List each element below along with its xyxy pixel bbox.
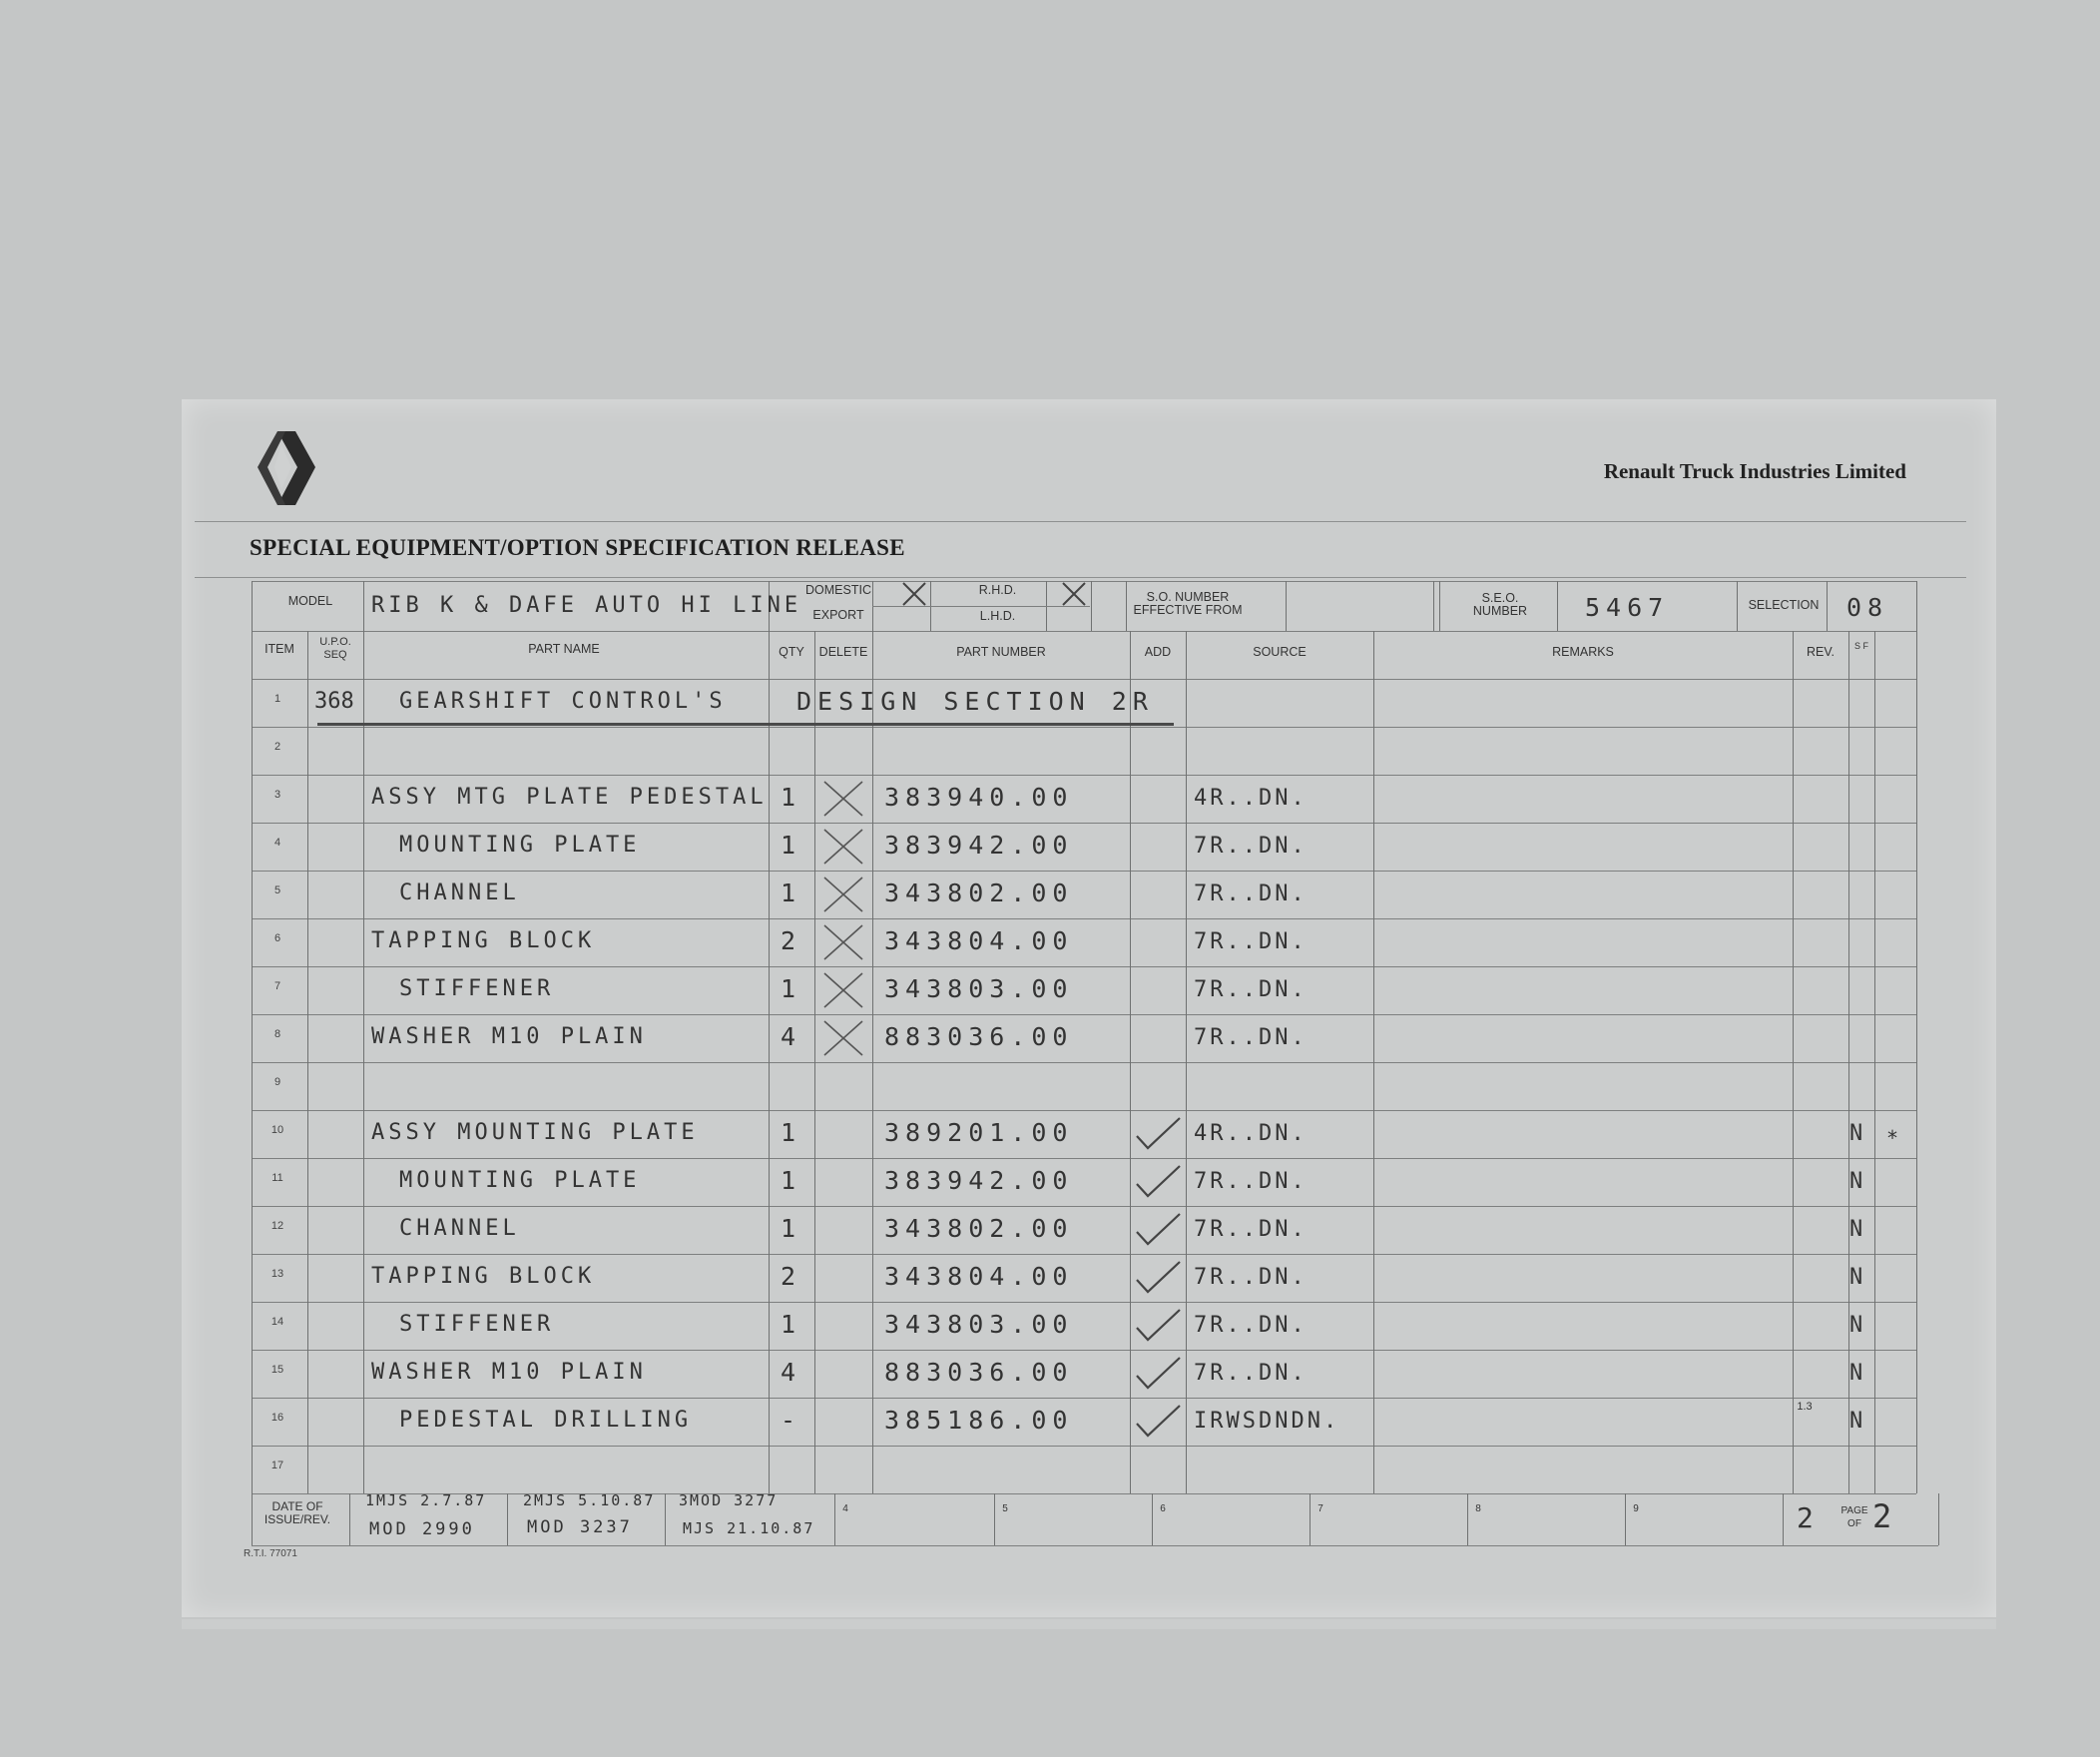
- header-cell-line: [1737, 581, 1738, 631]
- row-part-number: 343802.00: [884, 1214, 1074, 1243]
- form-title: SPECIAL EQUIPMENT/OPTION SPECIFICATION RELEASE: [250, 535, 905, 560]
- row-sf-flag: N: [1849, 1361, 1863, 1386]
- footer-cell-line: [1783, 1493, 1784, 1545]
- row-part-number: 343804.00: [884, 1262, 1074, 1291]
- row-part-number: 343802.00: [884, 878, 1074, 907]
- row-source: 7R..DN.: [1194, 1169, 1308, 1194]
- column-line: [252, 631, 253, 1493]
- issue-slot-5: 5: [1002, 1503, 1008, 1514]
- row-qty: 1: [781, 783, 802, 812]
- col-add: ADD: [1144, 645, 1172, 659]
- row-source: 7R..DN.: [1194, 834, 1308, 859]
- column-line: [1130, 631, 1131, 1493]
- row-qty: 1: [781, 1214, 802, 1243]
- row-part-number: 883036.00: [884, 1022, 1074, 1051]
- row-qty: 4: [781, 1358, 802, 1387]
- col-item: ITEM: [264, 642, 294, 656]
- row-line: [252, 1350, 1916, 1351]
- row-sf-flag: N: [1849, 1409, 1863, 1434]
- rev-note: 1.3: [1797, 1401, 1813, 1413]
- row-source: 7R..DN.: [1194, 881, 1308, 906]
- header-cell-line: [1916, 581, 1917, 631]
- row-line: [252, 775, 1916, 776]
- row-line: [252, 1302, 1916, 1303]
- header-cell-line: [1091, 581, 1092, 631]
- row-qty: 1: [781, 831, 802, 860]
- footer-cell-line: [1938, 1493, 1939, 1545]
- star-mark: *: [1886, 1126, 1903, 1150]
- row-qty: 1: [781, 1118, 802, 1147]
- row-qty: 4: [781, 1022, 802, 1051]
- add-check-mark-icon: [1134, 1258, 1184, 1298]
- row-line: [252, 823, 1916, 824]
- page-total: 2: [1872, 1497, 1898, 1535]
- row-part-number: 385186.00: [884, 1406, 1074, 1435]
- row-part-number: 383940.00: [884, 783, 1074, 812]
- row-qty: -: [781, 1406, 802, 1435]
- row-sf-flag: N: [1849, 1313, 1863, 1338]
- issue-slot-7: 7: [1317, 1503, 1323, 1514]
- col-remarks: REMARKS: [1552, 645, 1614, 659]
- row-qty: 1: [781, 878, 802, 907]
- company-name: Renault Truck Industries Limited: [1603, 459, 1906, 483]
- footer-cell-line: [1467, 1493, 1468, 1545]
- row-line: [252, 727, 1916, 728]
- heading-underline: [317, 723, 1174, 726]
- column-line: [769, 631, 770, 1493]
- row-part-number: 383942.00: [884, 831, 1074, 860]
- model-label: MODEL: [287, 594, 333, 608]
- row-part-number: 389201.00: [884, 1118, 1074, 1147]
- issue1-a: 1MJS 2.7.87: [365, 1491, 487, 1509]
- date-of-issue-label: DATE OF ISSUE/REV.: [263, 1499, 331, 1526]
- row-qty: 2: [781, 1262, 802, 1291]
- row-item-number: 5: [273, 884, 281, 896]
- row-line: [252, 918, 1916, 919]
- add-check-mark-icon: [1134, 1210, 1184, 1250]
- issue2-a: 2MJS 5.10.87: [523, 1491, 656, 1509]
- row-qty: 1: [781, 974, 802, 1003]
- form-sheet: [182, 399, 1996, 1617]
- delete-x-mark-icon: [820, 1017, 866, 1059]
- header-cell-line: [1286, 581, 1287, 631]
- page-of-label: PAGE OF: [1840, 1505, 1868, 1529]
- row-part-name: MOUNTING PLATE: [399, 1168, 641, 1193]
- col-part-number: PART NUMBER: [956, 645, 1046, 659]
- row-part-name: TAPPING BLOCK: [371, 928, 596, 953]
- selection-value: 08: [1846, 593, 1889, 622]
- row-part-number: 883036.00: [884, 1358, 1074, 1387]
- column-line: [814, 631, 815, 1493]
- row-line: [252, 1398, 1916, 1399]
- column-line: [1793, 631, 1794, 1493]
- col-part-name: PART NAME: [528, 642, 600, 656]
- seo-number-label: S.E.O. NUMBER: [1472, 591, 1528, 618]
- row-qty: 1: [781, 1166, 802, 1195]
- top-rule: [195, 521, 1966, 522]
- row-part-name: MOUNTING PLATE: [399, 833, 641, 858]
- so-number-label: S.O. NUMBER EFFECTIVE FROM: [1133, 590, 1243, 617]
- row-item-number: 12: [270, 1220, 284, 1232]
- lhd-label: L.H.D.: [979, 609, 1016, 623]
- footer-cell-line: [1310, 1493, 1311, 1545]
- rhd-label: R.H.D.: [978, 583, 1017, 597]
- row-line: [252, 1254, 1916, 1255]
- row-item-number: 16: [270, 1412, 284, 1424]
- row-sf-flag: N: [1849, 1121, 1863, 1146]
- col-upo-seq: U.P.O. SEQ: [319, 636, 351, 661]
- issue-slot-8: 8: [1475, 1503, 1481, 1514]
- row-item-number: 7: [273, 980, 281, 992]
- row-line: [252, 1110, 1916, 1111]
- column-line: [1373, 631, 1374, 1493]
- domestic-label: DOMESTIC: [805, 583, 871, 597]
- row-source: 7R..DN.: [1194, 977, 1308, 1002]
- issue1-b: MOD 2990: [369, 1519, 475, 1539]
- row-source: 7R..DN.: [1194, 929, 1308, 954]
- selection-label: SELECTION: [1748, 598, 1820, 612]
- row-source: 7R..DN.: [1194, 1025, 1308, 1050]
- row-item-number: 13: [270, 1268, 284, 1280]
- footer-cell-line: [349, 1493, 350, 1545]
- row-item-number: 8: [273, 1028, 281, 1040]
- footer-cell-line: [1152, 1493, 1153, 1545]
- row-item-number: 15: [270, 1364, 284, 1376]
- row-part-number: 383942.00: [884, 1166, 1074, 1195]
- column-line: [1874, 631, 1875, 1493]
- row-item-number: 3: [273, 789, 281, 801]
- footer-cell-line: [507, 1493, 508, 1545]
- footer-bottom-line: [252, 1545, 1938, 1546]
- row-item-number: 17: [270, 1460, 284, 1471]
- row-source: 7R..DN.: [1194, 1361, 1308, 1386]
- row-sf-flag: N: [1849, 1265, 1863, 1290]
- row-part-name: ASSY MTG PLATE PEDESTAL: [371, 785, 768, 810]
- row-line: [252, 966, 1916, 967]
- rhd-x-mark-icon: [1061, 581, 1087, 607]
- col-delete: DELETE: [818, 645, 868, 659]
- row-part-name: CHANNEL: [399, 1216, 520, 1241]
- issue3-a: 3MOD 3277: [679, 1491, 779, 1509]
- row-part-name: WASHER M10 PLAIN: [371, 1360, 647, 1385]
- issue-slot-4: 4: [842, 1503, 848, 1514]
- column-line: [872, 631, 873, 1493]
- footer-cell-line: [994, 1493, 995, 1545]
- row-item-number: 14: [270, 1316, 284, 1328]
- delete-x-mark-icon: [820, 921, 866, 963]
- row-part-name: CHANNEL: [399, 880, 520, 905]
- row-part-name: TAPPING BLOCK: [371, 1264, 596, 1289]
- row-line: [252, 1158, 1916, 1159]
- col-source: SOURCE: [1253, 645, 1307, 659]
- row-qty: 2: [781, 926, 802, 955]
- row-item-number: 1: [273, 693, 281, 705]
- row-part-number: 343803.00: [884, 974, 1074, 1003]
- column-line: [1186, 631, 1187, 1493]
- row-item-number: 6: [273, 932, 281, 944]
- form-number: R.T.I. 77071: [244, 1548, 297, 1559]
- page-number: 2: [1797, 1501, 1820, 1534]
- row-line: [252, 1493, 1916, 1494]
- model-value: RIB K & DAFE AUTO HI LINE: [371, 593, 802, 618]
- row-line: [252, 1446, 1916, 1447]
- row-part-name: PEDESTAL DRILLING: [399, 1408, 693, 1433]
- row-sf-flag: N: [1849, 1217, 1863, 1242]
- issue-slot-9: 9: [1633, 1503, 1639, 1514]
- row-item-number: 4: [273, 837, 281, 849]
- row-part-name: STIFFENER: [399, 1312, 555, 1337]
- footer-cell-line: [665, 1493, 666, 1545]
- row-item-number: 9: [273, 1076, 281, 1088]
- row-part-name: ASSY MOUNTING PLATE: [371, 1120, 699, 1145]
- header-cell-line: [363, 581, 364, 631]
- row-source: 7R..DN.: [1194, 1265, 1308, 1290]
- column-line: [307, 631, 308, 1493]
- row-part-number: 343803.00: [884, 1310, 1074, 1339]
- add-check-mark-icon: [1134, 1402, 1184, 1442]
- delete-x-mark-icon: [820, 826, 866, 868]
- column-header-line: [252, 679, 1916, 680]
- header-cell-line: [1557, 581, 1558, 631]
- header-cell-line: [252, 581, 253, 631]
- row-part-number: 343804.00: [884, 926, 1074, 955]
- renault-logo-icon: [258, 431, 315, 505]
- delete-x-mark-icon: [820, 874, 866, 915]
- title-rule: [195, 577, 1966, 578]
- row-line: [252, 871, 1916, 872]
- row-source: 7R..DN.: [1194, 1217, 1308, 1242]
- row-upo-seq: 368: [314, 689, 354, 714]
- delete-x-mark-icon: [820, 969, 866, 1011]
- row-sf-flag: N: [1849, 1169, 1863, 1194]
- seo-number-value: 5467: [1585, 593, 1670, 622]
- domestic-x-mark-icon: [901, 581, 927, 607]
- row-part-number: DESIGN SECTION 2R: [796, 687, 1154, 716]
- add-check-mark-icon: [1134, 1162, 1184, 1202]
- row-source: 7R..DN.: [1194, 1313, 1308, 1338]
- row-part-name: WASHER M10 PLAIN: [371, 1024, 647, 1049]
- issue3-b: MJS 21.10.87: [683, 1519, 815, 1537]
- header-divider-line: [252, 631, 1916, 632]
- issue-slot-6: 6: [1160, 1503, 1166, 1514]
- row-source: 4R..DN.: [1194, 1121, 1308, 1146]
- col-qty: QTY: [779, 645, 804, 659]
- row-part-name: GEARSHIFT CONTROL'S: [399, 689, 727, 714]
- row-item-number: 11: [271, 1172, 283, 1184]
- export-label: EXPORT: [812, 608, 864, 622]
- issue2-b: MOD 3237: [527, 1517, 633, 1537]
- row-part-name: STIFFENER: [399, 976, 555, 1001]
- column-line: [363, 631, 364, 1493]
- add-check-mark-icon: [1134, 1354, 1184, 1394]
- header-cell-line: [1439, 581, 1440, 631]
- row-source: IRWSDNDN.: [1194, 1409, 1340, 1434]
- row-line: [252, 1062, 1916, 1063]
- col-sf: S F: [1853, 641, 1868, 651]
- row-line: [252, 1206, 1916, 1207]
- col-rev: REV.: [1806, 645, 1836, 659]
- footer-cell-line: [834, 1493, 835, 1545]
- row-qty: 1: [781, 1310, 802, 1339]
- sheet-bottom-edge: [182, 1619, 1996, 1629]
- row-source: 4R..DN.: [1194, 786, 1308, 811]
- add-check-mark-icon: [1134, 1114, 1184, 1154]
- delete-x-mark-icon: [820, 778, 866, 820]
- row-item-number: 10: [270, 1124, 284, 1136]
- footer-cell-line: [1625, 1493, 1626, 1545]
- row-item-number: 2: [273, 741, 281, 753]
- row-line: [252, 1014, 1916, 1015]
- header-cell-line: [1433, 581, 1434, 631]
- add-check-mark-icon: [1134, 1306, 1184, 1346]
- column-line: [1916, 631, 1917, 1493]
